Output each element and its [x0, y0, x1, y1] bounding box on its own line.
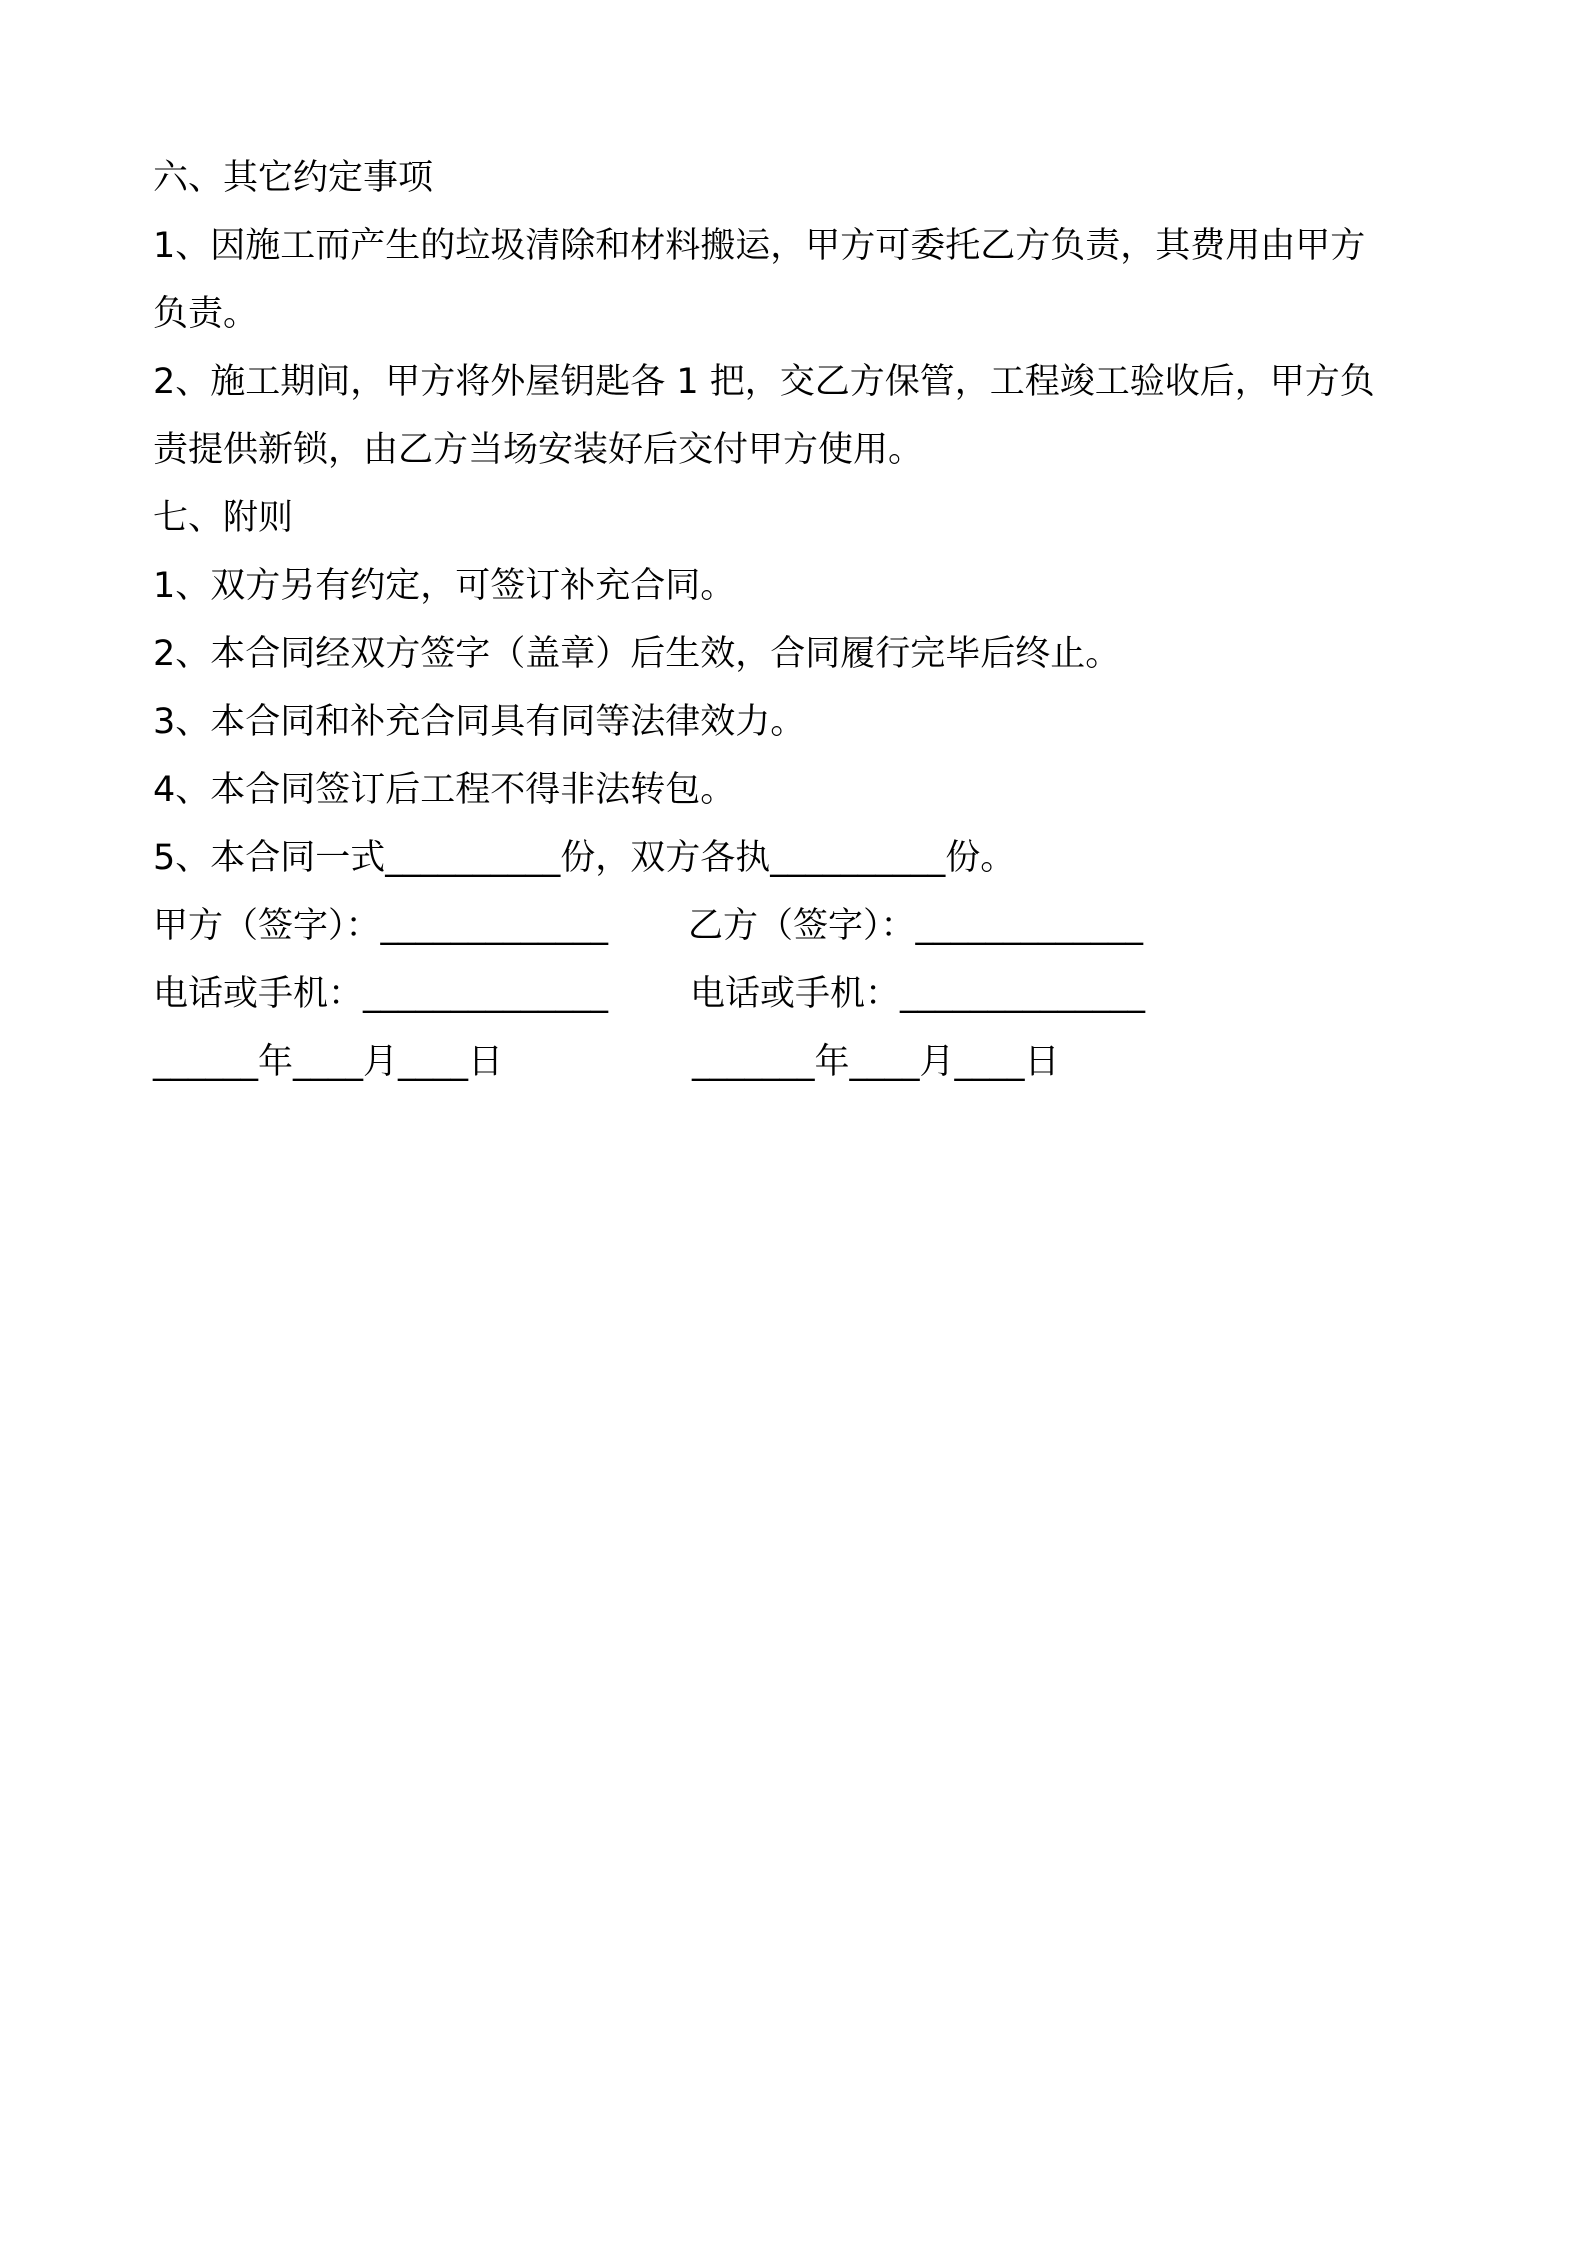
- party-b-phone: 电话或手机：______________: [690, 974, 1146, 1014]
- section-7-item-4: 4、本合同签订后工程不得非法转包。: [153, 770, 736, 810]
- section-6-item-2-line-1: 2、施工期间，甲方将外屋钥匙各 1 把，交乙方保管，工程竣工验收后，甲方负: [153, 362, 1375, 402]
- party-b-signature: 乙方（签字）：_____________: [688, 906, 1144, 946]
- party-a-signature: 甲方（签字）：_____________: [153, 906, 609, 946]
- party-b-date: _______年____月____日: [692, 1042, 1060, 1082]
- section-7-heading: 七、附则: [153, 498, 294, 538]
- section-6-item-2-line-2: 责提供新锁，由乙方当场安装好后交付甲方使用。: [153, 430, 924, 470]
- section-6-item-1-line-1: 1、因施工而产生的垃圾清除和材料搬运，甲方可委托乙方负责，其费用由甲方: [153, 226, 1366, 266]
- party-a-date: ______年____月____日: [153, 1042, 504, 1082]
- party-a-phone: 电话或手机：______________: [153, 974, 609, 1014]
- section-7-item-5: 5、本合同一式__________份，双方各执__________份。: [153, 838, 1016, 878]
- section-6-item-1-line-2: 负责。: [153, 294, 259, 334]
- section-6-heading: 六、其它约定事项: [153, 158, 434, 198]
- section-7-item-2: 2、本合同经双方签字（盖章）后生效，合同履行完毕后终止。: [153, 634, 1121, 674]
- section-7-item-1: 1、双方另有约定，可签订补充合同。: [153, 566, 736, 606]
- section-7-item-3: 3、本合同和补充合同具有同等法律效力。: [153, 702, 806, 742]
